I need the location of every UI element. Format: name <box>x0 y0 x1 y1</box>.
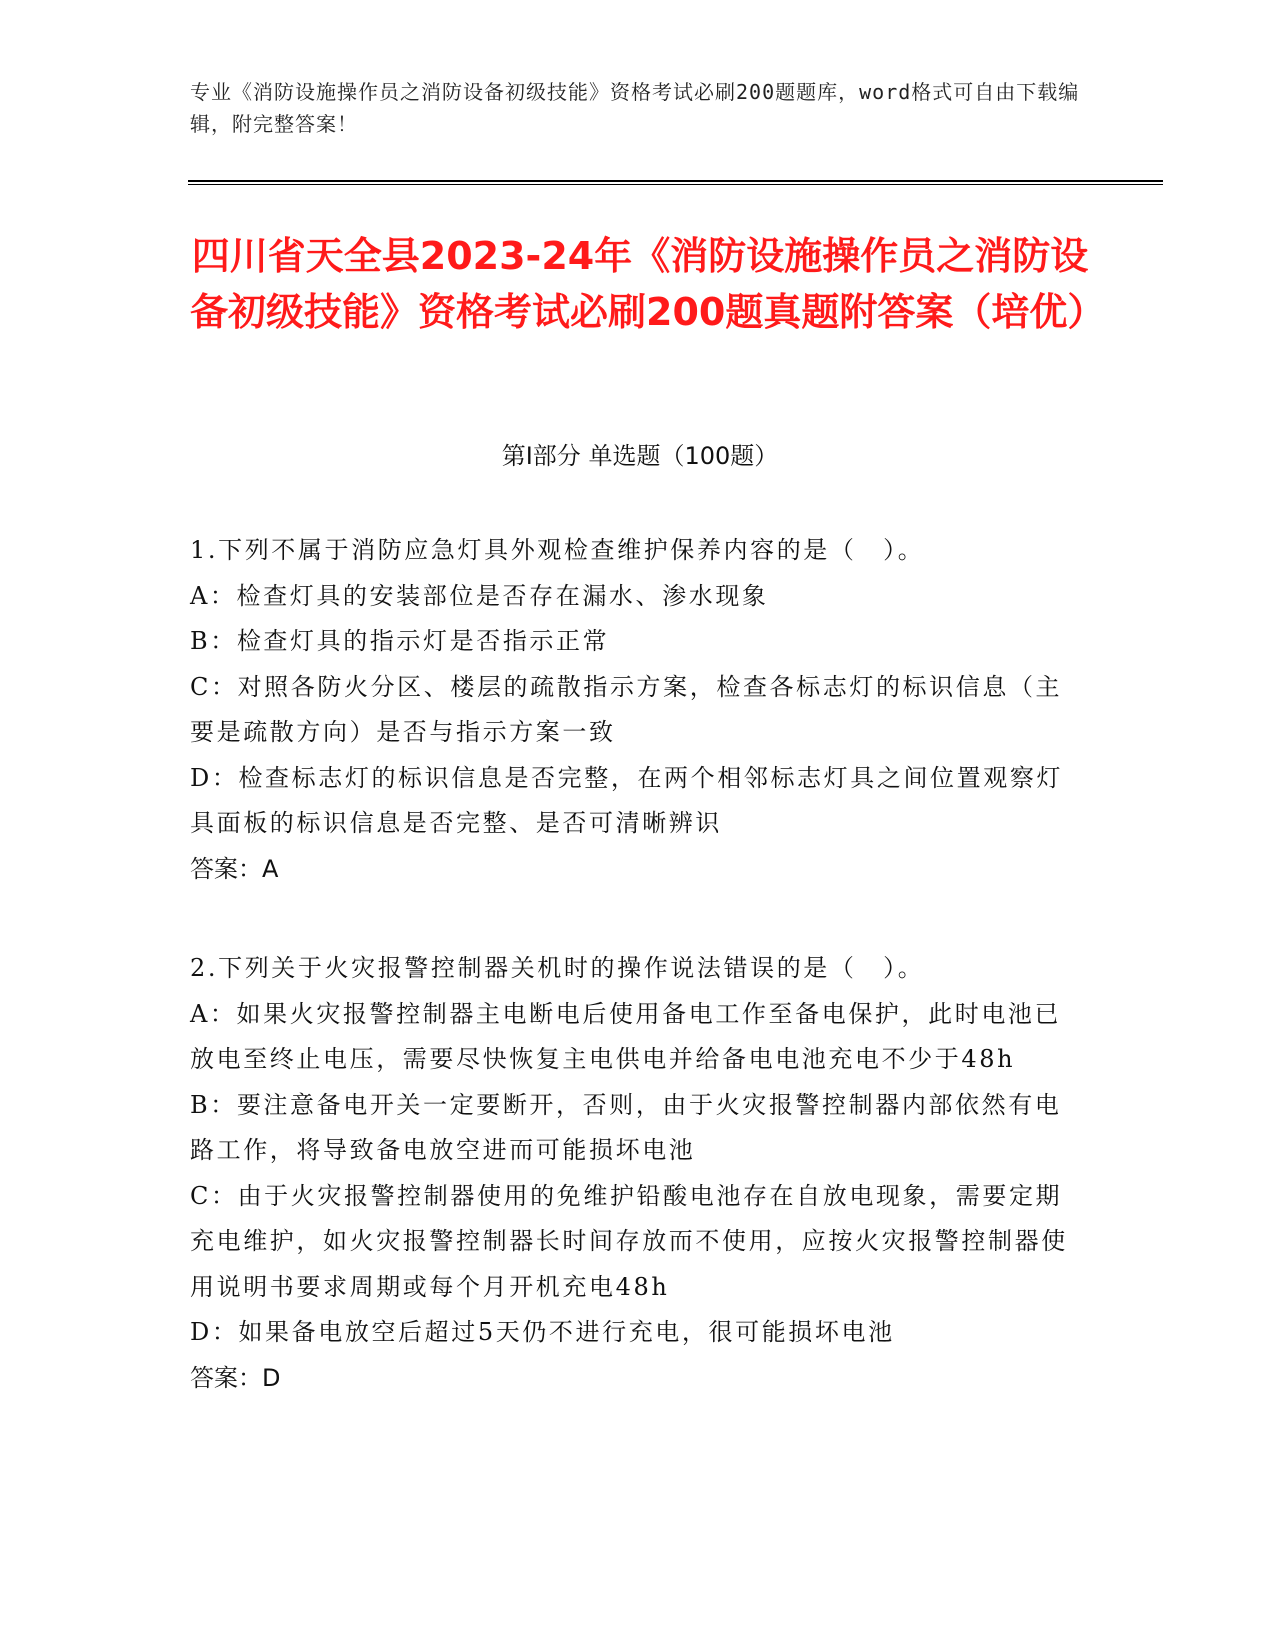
question-1-option-d: D：检查标志灯的标识信息是否完整，在两个相邻标志灯具之间位置观察灯具面板的标识信息是否完整、是否可清晰辨识 <box>190 763 1064 837</box>
question-1-option-a: A：检查灯具的安装部位是否存在漏水、渗水现象 <box>190 581 769 610</box>
question-2-option-c: C：由于火灾报警控制器使用的免维护铅酸电池存在自放电现象，需要定期充电维护，如火灾报警控制器长时间存放而不使用，应按火灾报警控制器使用说明书要求周期或每个月开机充电48h <box>190 1181 1068 1301</box>
question-1-answer: 答案：A <box>190 854 279 883</box>
document-title: 四川省天全县2023-24年《消防设施操作员之消防设备初级技能》资格考试必刷200题真题附答案（培优） <box>190 234 1106 334</box>
question-2-option-b: B：要注意备电开关一定要断开，否则，由于火灾报警控制器内部依然有电路工作，将导致备电放空进而可能损坏电池 <box>190 1090 1062 1164</box>
question-2-answer: 答案：D <box>190 1363 281 1392</box>
header-note: 专业《消防设施操作员之消防设备初级技能》资格考试必刷200题题库，word格式可自由下载编辑，附完整答案！ <box>190 80 1080 136</box>
header-divider <box>188 180 1163 185</box>
question-2 <box>190 946 1075 1401</box>
question-2-stem: 2.下列关于火灾报警控制器关机时的操作说法错误的是（ ）。 <box>190 954 925 982</box>
question-1-option-b: B：检查灯具的指示灯是否指示正常 <box>190 627 610 655</box>
question-1 <box>190 528 1075 892</box>
question-2-option-d: D：如果备电放空后超过5天仍不进行充电，很可能损坏电池 <box>190 1318 895 1346</box>
question-2-option-a: A：如果火灾报警控制器主电断电后使用备电工作至备电保护，此时电池已放电至终止电压，需要尽快恢复主电供电并给备电电池充电不少于48h <box>190 999 1062 1073</box>
question-1-option-c: C：对照各防火分区、楼层的疏散指示方案，检查各标志灯的标识信息（主要是疏散方向）是否与指示方案一致 <box>190 672 1063 746</box>
section-heading: 第Ⅰ部分 单选题（100题） <box>501 442 779 470</box>
question-1-stem: 1.下列不属于消防应急灯具外观检查维护保养内容的是（ ）。 <box>190 536 925 564</box>
question-list <box>190 528 1075 1455</box>
